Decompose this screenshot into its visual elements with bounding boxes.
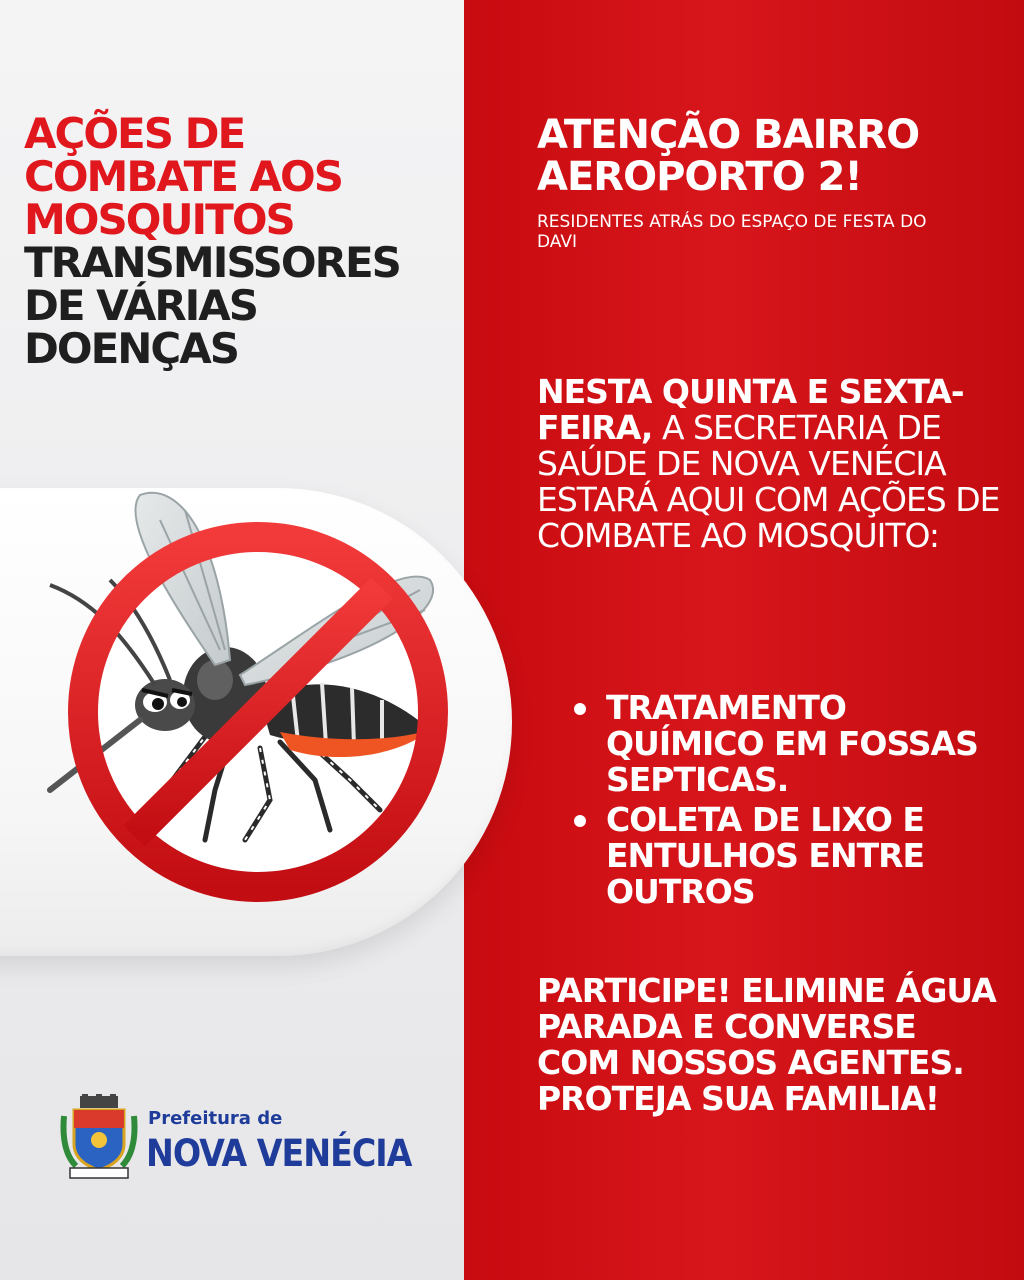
- logo-city-name: NOVA VENÉCIA: [146, 1132, 412, 1175]
- headline: [24, 109, 454, 373]
- actions-list: [574, 690, 1004, 914]
- list-item: COLETA DE LIXO E ENTULHOS ENTRE OUTROS: [574, 802, 1004, 910]
- prefeitura-logo: [60, 1094, 420, 1184]
- announcement-bold: NESTA QUINTA E SEXTA-FEIRA,: [537, 372, 964, 447]
- logo-prefix: Prefeitura de: [148, 1108, 283, 1129]
- mosquito-prohibited-icon: [30, 480, 490, 920]
- announcement-rest: A SECRETARIA DE SAÚDE DE NOVA VENÉCIA ESTARÁ AQUI COM AÇÕES DE COMBATE AO MOSQUITO:: [537, 408, 1000, 555]
- headline-dark-line-2: DE VÁRIAS: [24, 281, 258, 330]
- subtitle: RESIDENTES ATRÁS DO ESPAÇO DE FESTA DO DAVI: [537, 212, 927, 252]
- list-item: TRATAMENTO QUÍMICO EM FOSSAS SEPTICAS.: [574, 690, 1004, 798]
- call-to-action: PARTICIPE! ELIMINE ÁGUA PARADA E CONVERSE COM NOSSOS AGENTES. PROTEJA SUA FAMILIA!: [537, 971, 996, 1118]
- headline-red-line-2: COMBATE AOS: [24, 152, 342, 201]
- title: ATENÇÃO BAIRRO AEROPORTO 2!: [537, 112, 920, 200]
- coat-of-arms-icon: [60, 1094, 138, 1184]
- headline-red-line-1: AÇÕES DE: [24, 109, 245, 158]
- headline-dark-line-3: DOENÇAS: [24, 324, 238, 373]
- announcement: [537, 374, 1007, 554]
- headline-red-line-3: MOSQUITOS: [24, 195, 294, 244]
- headline-dark-line-1: TRANSMISSORES: [24, 238, 400, 287]
